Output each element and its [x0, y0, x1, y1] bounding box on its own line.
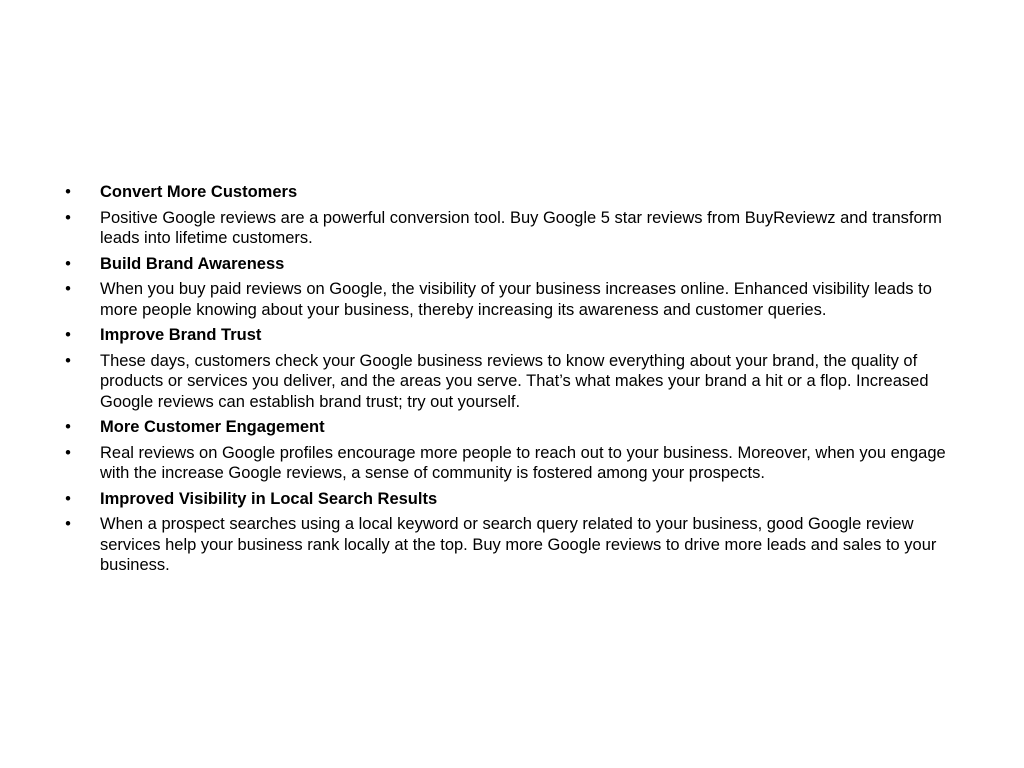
bullet-body-convert-customers: [58, 208, 968, 249]
bullet-text: Convert More Customers: [100, 183, 298, 201]
bullet-icon: •: [65, 183, 71, 201]
bullet-icon: •: [65, 443, 71, 462]
bullet-text: When you buy paid reviews on Google, the visibility of your business increases online. Enhanced visibility leads to more people knowing about your business, thereby increasing its awareness and customer queries.: [100, 280, 932, 319]
bullet-body-brand-awareness: [58, 279, 968, 320]
bullet-icon: •: [65, 418, 71, 436]
bullet-heading-brand-trust: [58, 325, 968, 346]
bullet-body-brand-trust: [58, 351, 968, 413]
bullet-heading-customer-engagement: [58, 417, 968, 438]
bullet-icon: •: [65, 489, 71, 508]
bullet-text: Build Brand Awareness: [100, 254, 285, 273]
bullet-icon: •: [65, 326, 71, 344]
bullet-text: Real reviews on Google profiles encourage more people to reach out to your business. Moreover, when you engage with the increase Google reviews, a sense of community is fostered among your prospects.: [100, 443, 946, 482]
bullet-icon: •: [65, 515, 71, 533]
bullet-list: [58, 182, 968, 581]
bullet-text: These days, customers check your Google business reviews to know everything about your brand, the quality of products or services you deliver, and the areas you serve. That’s what makes your brand a hit or a flop. Increased Google reviews can establish brand trust; try out yourself.: [100, 351, 929, 411]
bullet-icon: •: [65, 254, 71, 273]
bullet-body-local-search: [58, 514, 968, 576]
bullet-text: More Customer Engagement: [100, 418, 325, 436]
bullet-heading-local-search: [58, 489, 968, 510]
bullet-body-customer-engagement: [58, 443, 968, 484]
bullet-icon: •: [65, 208, 71, 227]
bullet-icon: •: [65, 351, 71, 370]
bullet-heading-brand-awareness: [58, 254, 968, 275]
bullet-icon: •: [65, 280, 71, 298]
bullet-text: Positive Google reviews are a powerful conversion tool. Buy Google 5 star reviews from BuyReviewz and transform leads into lifetime customers.: [100, 208, 942, 247]
bullet-text: When a prospect searches using a local keyword or search query related to your business, good Google review services help your business rank locally at the top. Buy more Google reviews to drive more leads and sales to your business.: [100, 515, 937, 574]
bullet-text: Improve Brand Trust: [100, 326, 262, 344]
bullet-heading-convert-customers: [58, 182, 968, 203]
bullet-text: Improved Visibility in Local Search Results: [100, 489, 438, 508]
